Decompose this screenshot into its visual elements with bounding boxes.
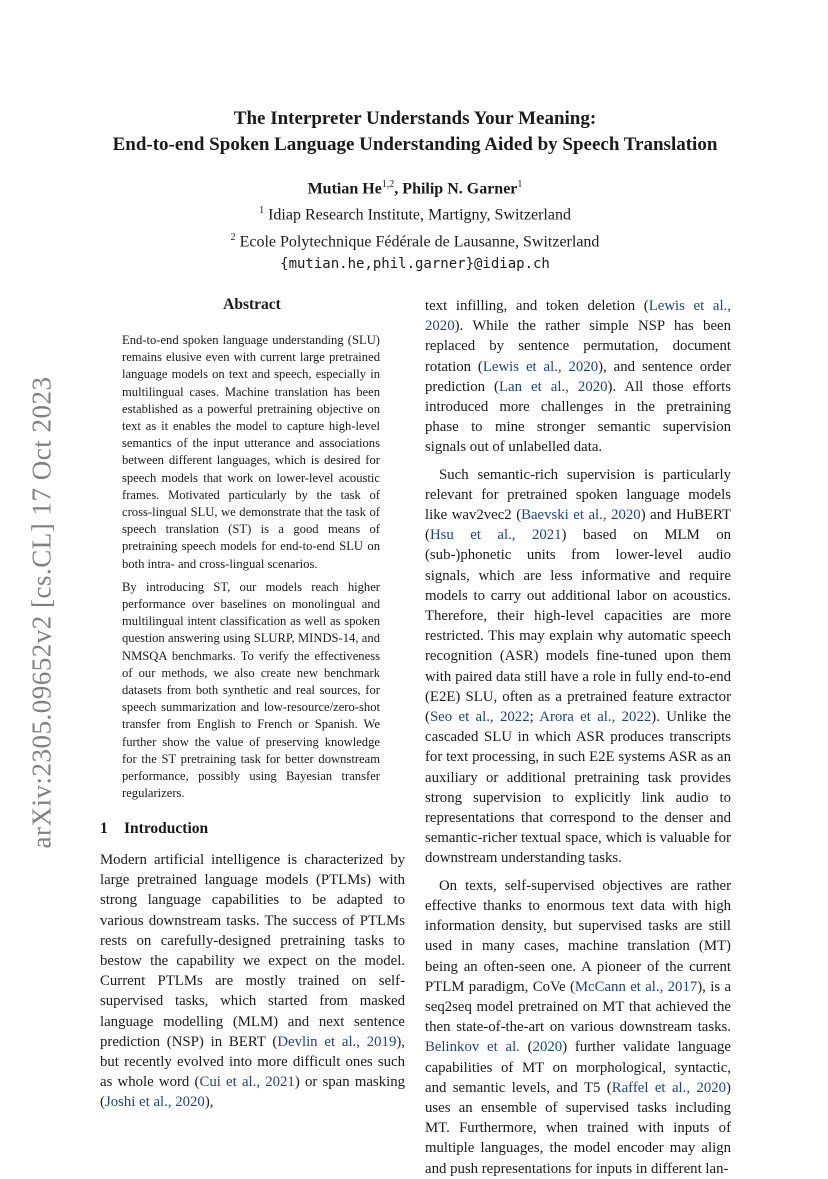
citation-link[interactable]: Lewis et al., 2020 <box>425 298 731 335</box>
text-run: ). All those efforts introduced more challenges in the pretraining phase to mine stronger semantic supervision signals out of unlabelled data. <box>425 378 731 456</box>
intro-paragraph-1 <box>100 850 405 1113</box>
arxiv-stamp <box>18 362 66 862</box>
citation-link[interactable]: Lewis et al., 2020 <box>482 358 599 375</box>
citation-link[interactable]: Devlin et al., 2019 <box>277 1033 397 1050</box>
text-run: ; <box>529 709 540 726</box>
author-names: Mutian He$^{1,2}$, Philip N. Garner$^1$ <box>307 179 523 198</box>
text-run: ( <box>519 1039 533 1056</box>
text-run: ) based on MLM on (sub-)phonetic units from lower-level audio signals, which are less informative and require models to carry out additional labor on acoustics. Therefore, their high-level capacities are more restricted. This may explain why automatic speech recognition (ASR) models fine-tuned upon them with paired data still have a role in fully end-to-end (E2E) SLU, often as a pretrained feature extractor ( <box>425 527 731 726</box>
abstract-paragraph-1: End-to-end spoken language understanding (SLU) remains elusive even with current large pretrained language models on text and speech, especially in multilingual cases. Machine translation has been established as a powerful pretraining objective on text as it enables the model to capture high-level semantics of the input utterance and associations between different languages, which is desired for speech models that work on lower-level acoustic frames. Motivated particularly by the task of cross-lingual SLU, we demonstrate that the task of speech translation (ST) is a good means of pretraining speech models for end-to-end SLU on both intra- and cross-lingual scenarios. <box>122 333 380 571</box>
title-line-2: End-to-end Spoken Language Understanding Aided by Speech Translation <box>112 134 718 155</box>
right-paragraph-2 <box>425 465 731 869</box>
affiliation-1-text: Idiap Research Institute, Martigny, Switzerland <box>268 206 571 224</box>
text-run: ), but recently evolved into more difficult ones such as whole word ( <box>100 1033 405 1091</box>
citation-link[interactable]: Raffel et al., 2020 <box>611 1079 727 1096</box>
text-run: On texts, self-supervised objectives are rather effective thanks to enormous text data with high information density, but supervised tasks are still used in many cases, machine translation (MT) being an often-seen one. A pioneer of the current PTLM paradigm, CoVe ( <box>425 877 731 995</box>
affiliation-2-text: Ecole Polytechnique Fédérale de Lausanne, Switzerland <box>239 232 600 250</box>
text-run: ), is a seq2seq model pretrained on MT that achieved the then state-of-the-art on various downstream tasks. <box>425 978 732 1036</box>
citation-link[interactable]: Arora et al., 2022 <box>539 709 652 726</box>
paper-title <box>80 106 750 158</box>
abstract-paragraph-2: By introducing ST, our models reach higher performance over baselines on monolingual and multilingual intent classification as well as spoken question answering using SLURP, MINDS-14, and NMSQA benchmarks. To verify the effectiveness of our methods, we also create new benchmark datasets from both synthetic and real sources, for speech summarization and low-resource/zero-shot transfer from English to French or Spanish. We further show the value of preserving knowledge for the ST pretraining task for better downstream performance, possibly using Bayesian transfer regularizers. <box>122 579 380 801</box>
abstract-body <box>122 332 380 802</box>
affiliation-1-mark: 1 <box>259 205 265 217</box>
text-run: Such semantic-rich supervision is particularly relevant for pretrained spoken language models like wav2vec2 ( <box>425 466 731 524</box>
text-run: ) further validate language capabilities of MT on morphological, syntactic, and semantic levels, and T5 ( <box>425 1039 731 1096</box>
text-run: ), and sentence order prediction ( <box>425 358 732 395</box>
section-number: 1 <box>100 820 108 837</box>
text-run: text infilling, and token deletion ( <box>425 298 649 314</box>
text-run: ) or span masking ( <box>100 1074 405 1111</box>
affiliation-2-mark: 2 <box>230 231 236 243</box>
affiliation-1 <box>80 200 750 226</box>
citation-link[interactable]: McCann et al., 2017 <box>574 978 698 995</box>
citation-link[interactable]: Seo et al., 2022 <box>429 709 530 726</box>
citation-link[interactable]: Joshi et al., 2020 <box>104 1094 205 1111</box>
section-title: Introduction <box>124 820 209 837</box>
intro-left-column <box>100 850 405 1113</box>
arxiv-id: arXiv:2305.09652v2 [cs.CL] 17 Oct 2023 <box>26 376 57 848</box>
section-heading-introduction <box>100 820 400 838</box>
citation-link[interactable]: Hsu et al., 2021 <box>429 527 562 544</box>
text-run: ) uses an ensemble of supervised tasks including MT. Furthermore, when trained with inputs of multiple languages, the model encoder may align and push representations for inputs in different lan- <box>425 1079 731 1177</box>
text-run: ). Unlike the cascaded SLU in which ASR produces transcripts for text processing, in such E2E systems ASR as an auxiliary or additional pretraining task provides strong supervision to explicitly link audio to representations that correspond to the denser and semantic-richer textual space, which is valuable for downstream understanding tasks. <box>425 709 731 867</box>
title-line-1: The Interpreter Understands Your Meaning: <box>233 108 597 129</box>
text-run: ), <box>204 1094 214 1111</box>
right-paragraph-3 <box>425 876 731 1179</box>
author-1: Mutian He <box>307 180 382 198</box>
author-email: {mutian.he,phil.garner}@idiap.ch <box>280 255 550 272</box>
text-run: ). While the rather simple NSP has been replaced by sentence permutation, document rotation ( <box>425 318 731 375</box>
author-block <box>80 174 750 275</box>
right-paragraph-1 <box>425 296 731 458</box>
author-1-affil: 1,2 <box>381 179 395 190</box>
right-column <box>425 296 731 1179</box>
author-2-affil: 1 <box>517 179 523 190</box>
affiliation-2 <box>80 227 750 253</box>
citation-link[interactable]: Belinkov et al. <box>425 1039 520 1056</box>
abstract-heading: Abstract <box>223 296 281 313</box>
text-run: Modern artificial intelligence is characterized by large pretrained language models (PTLMs) with strong language capabilities to be adapted to various downstream tasks. The success of PTLMs rests on carefully-designed pretraining tasks to bestow the capability we expect on the model. Current PTLMs are mostly trained on self-supervised tasks, which started from masked language modelling (MLM) and next sentence prediction (NSP) in BERT ( <box>100 852 405 1050</box>
citation-link[interactable]: Baevski et al., 2020 <box>521 507 641 524</box>
citation-link[interactable]: Cui et al., 2021 <box>199 1074 295 1091</box>
citation-link[interactable]: 2020 <box>532 1039 563 1056</box>
author-2: Philip N. Garner <box>402 180 518 198</box>
citation-link[interactable]: Lan et al., 2020 <box>498 378 608 395</box>
text-run: ) and HuBERT ( <box>425 507 732 544</box>
